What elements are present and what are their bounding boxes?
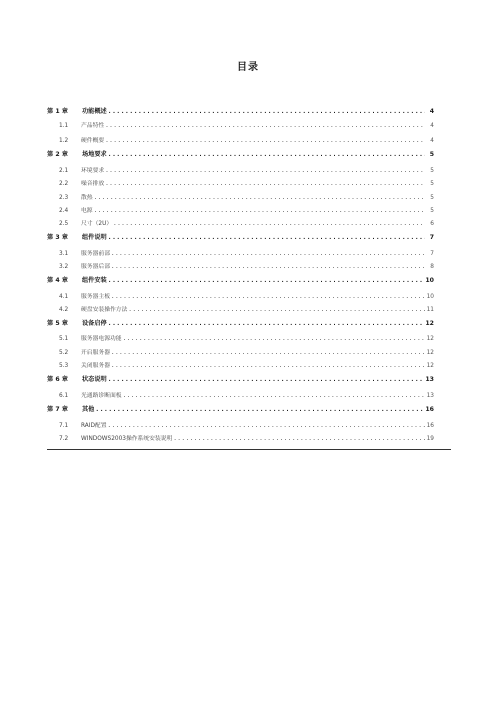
toc-entry-number: 第 1 章 [47, 108, 68, 115]
toc-dot-leader [105, 168, 425, 174]
toc-entry-title: 开启服务器 [81, 349, 110, 356]
toc-entry-number: 2.3 [59, 194, 69, 201]
page-title: 目录 [237, 62, 259, 73]
toc-dot-leader [128, 307, 425, 313]
toc-entry-number: 3.1 [59, 250, 69, 257]
toc-entry-number: 第 7 章 [47, 406, 68, 413]
toc-entry-page: 5 [429, 150, 434, 158]
toc-dot-leader [111, 264, 425, 270]
toc-entry-number: 第 5 章 [47, 319, 68, 327]
toc-entry-number: 1.2 [59, 138, 69, 144]
toc-section-row[interactable] [47, 248, 434, 260]
toc-entry-page: 5 [430, 194, 434, 201]
toc-entry-number: 第 4 章 [47, 277, 68, 284]
toc-section-row[interactable] [47, 360, 434, 372]
toc-entry-page: 4 [430, 123, 434, 130]
toc-dot-leader [108, 320, 425, 327]
toc-entry-page: 12 [426, 363, 434, 370]
toc-entry-title: 组件安装 [82, 277, 107, 284]
toc-entry-page: 12 [426, 336, 434, 342]
toc-dot-leader [108, 277, 425, 284]
toc-entry-title: WINDOWS2003操作系统安装说明 [81, 436, 173, 442]
toc-entry-number: 7.1 [59, 422, 69, 429]
toc-dot-leader [108, 423, 425, 429]
toc-entry-title: 其他 [82, 406, 95, 413]
toc-section-row[interactable] [47, 420, 434, 432]
toc-entry-page: 11 [426, 307, 434, 313]
toc-entry-number: 1.1 [59, 123, 69, 130]
toc-dot-leader [111, 350, 425, 356]
toc-entry-page: 6 [430, 221, 434, 228]
toc-section-row[interactable] [47, 192, 434, 204]
toc-dot-leader [105, 181, 425, 187]
toc-dot-leader [113, 221, 425, 227]
toc-entry-title: 噪音排放 [81, 181, 105, 188]
toc-entry-title: 环境要求 [81, 167, 105, 174]
toc-entry-number: 第 3 章 [47, 234, 68, 242]
toc-dot-leader [94, 195, 425, 201]
toc-entry-page: 19 [426, 436, 434, 442]
toc-section-row[interactable] [47, 205, 434, 217]
toc-entry-title: 电源 [81, 207, 93, 214]
toc-entry-number: 第 6 章 [47, 376, 68, 384]
toc-entry-title: 硬件概要 [81, 138, 105, 144]
toc-chapter-row[interactable] [47, 149, 434, 161]
toc-entry-title: 光通路诊断面板 [81, 392, 122, 399]
toc-entry-title: 组件说明 [82, 234, 107, 242]
toc-section-row[interactable] [47, 178, 434, 190]
toc-section-row[interactable] [47, 218, 434, 230]
toc-dot-leader [95, 406, 424, 413]
toc-entry-page: 10 [426, 293, 434, 300]
toc-entry-page: 12 [426, 349, 434, 356]
toc-entry-number: 6.1 [59, 392, 69, 399]
toc-dot-leader [123, 393, 425, 399]
toc-chapter-row[interactable] [47, 106, 434, 118]
toc-entry-title: 服务器后部 [81, 264, 110, 271]
toc-entry-number: 2.5 [59, 221, 69, 228]
toc-entry-number: 3.2 [59, 264, 69, 271]
toc-dot-leader [94, 208, 425, 214]
toc-entry-title: 服务器前部 [81, 250, 110, 257]
toc-entry-title: 服务器电源功能 [81, 336, 122, 342]
toc-chapter-row[interactable] [47, 275, 434, 287]
toc-entry-title: 关闭服务器 [81, 363, 110, 370]
toc-entry-number: 2.4 [59, 207, 69, 214]
toc-entry-page: 13 [425, 376, 434, 384]
toc-dot-leader [108, 151, 425, 158]
toc-chapter-row[interactable] [47, 404, 434, 416]
toc-entry-number: 第 2 章 [47, 150, 68, 158]
toc-entry-title: 功能概述 [82, 108, 107, 115]
toc-entry-title: 硬盘安装操作方法 [81, 307, 128, 313]
toc-entry-page: 5 [430, 181, 434, 188]
toc-dot-leader [108, 234, 425, 241]
toc-dot-leader [111, 251, 425, 257]
toc-entry-page: 13 [426, 392, 434, 399]
toc-entry-title: 设备启停 [82, 319, 107, 327]
toc-section-row[interactable] [47, 261, 434, 273]
toc-entry-number: 4.2 [59, 307, 69, 313]
toc-entry-page: 7 [430, 250, 434, 257]
toc-entry-title: 服务器主板 [81, 293, 110, 300]
toc-dot-leader [111, 294, 425, 300]
toc-entry-page: 16 [426, 422, 434, 429]
toc-entry-number: 2.1 [59, 167, 69, 174]
toc-section-row[interactable] [47, 304, 434, 316]
toc-dot-leader [173, 436, 425, 442]
toc-section-row[interactable] [47, 390, 434, 402]
toc-entry-page: 4 [430, 138, 434, 144]
toc-dot-leader [105, 138, 425, 144]
toc-entry-title: 产品特性 [81, 123, 105, 130]
toc-entry-title: 散热 [81, 194, 93, 201]
toc-dot-leader [108, 376, 425, 383]
toc-chapter-row[interactable] [47, 232, 434, 244]
toc-entry-page: 5 [430, 167, 434, 174]
toc-entry-number: 7.2 [59, 436, 69, 442]
toc-dot-leader [105, 123, 425, 129]
toc-entry-number: 5.2 [59, 349, 69, 356]
toc-entry-title: 场地要求 [82, 150, 107, 158]
toc-dot-leader [123, 336, 425, 342]
toc-section-row[interactable] [47, 120, 434, 132]
bottom-rule [47, 449, 451, 450]
toc-entry-page: 10 [425, 277, 434, 284]
toc-entry-title: 状态说明 [82, 376, 107, 384]
toc-chapter-row[interactable] [47, 318, 434, 330]
toc-entry-title: RAID配置 [81, 422, 107, 429]
toc-entry-page: 5 [430, 207, 434, 214]
toc-entry-page: 8 [430, 264, 434, 271]
toc-entry-title: 尺寸（2U） [81, 221, 113, 228]
toc-dot-leader [111, 363, 425, 369]
toc-entry-page: 16 [425, 406, 434, 413]
toc-entry-page: 12 [425, 319, 434, 327]
toc-chapter-row[interactable] [47, 374, 434, 386]
toc-entry-page: 4 [429, 108, 434, 115]
toc-entry-page: 7 [429, 234, 434, 242]
toc-entry-number: 5.3 [59, 363, 69, 370]
toc-section-row[interactable] [47, 347, 434, 359]
toc-entry-number: 2.2 [59, 181, 69, 188]
toc-section-row[interactable] [47, 333, 434, 345]
toc-entry-number: 5.1 [59, 336, 69, 342]
toc-section-row[interactable] [47, 165, 434, 177]
toc-dot-leader [108, 108, 425, 115]
toc-section-row[interactable] [47, 291, 434, 303]
toc-entry-number: 4.1 [59, 293, 69, 300]
toc-section-row[interactable] [47, 135, 434, 147]
toc-section-row[interactable] [47, 433, 434, 445]
